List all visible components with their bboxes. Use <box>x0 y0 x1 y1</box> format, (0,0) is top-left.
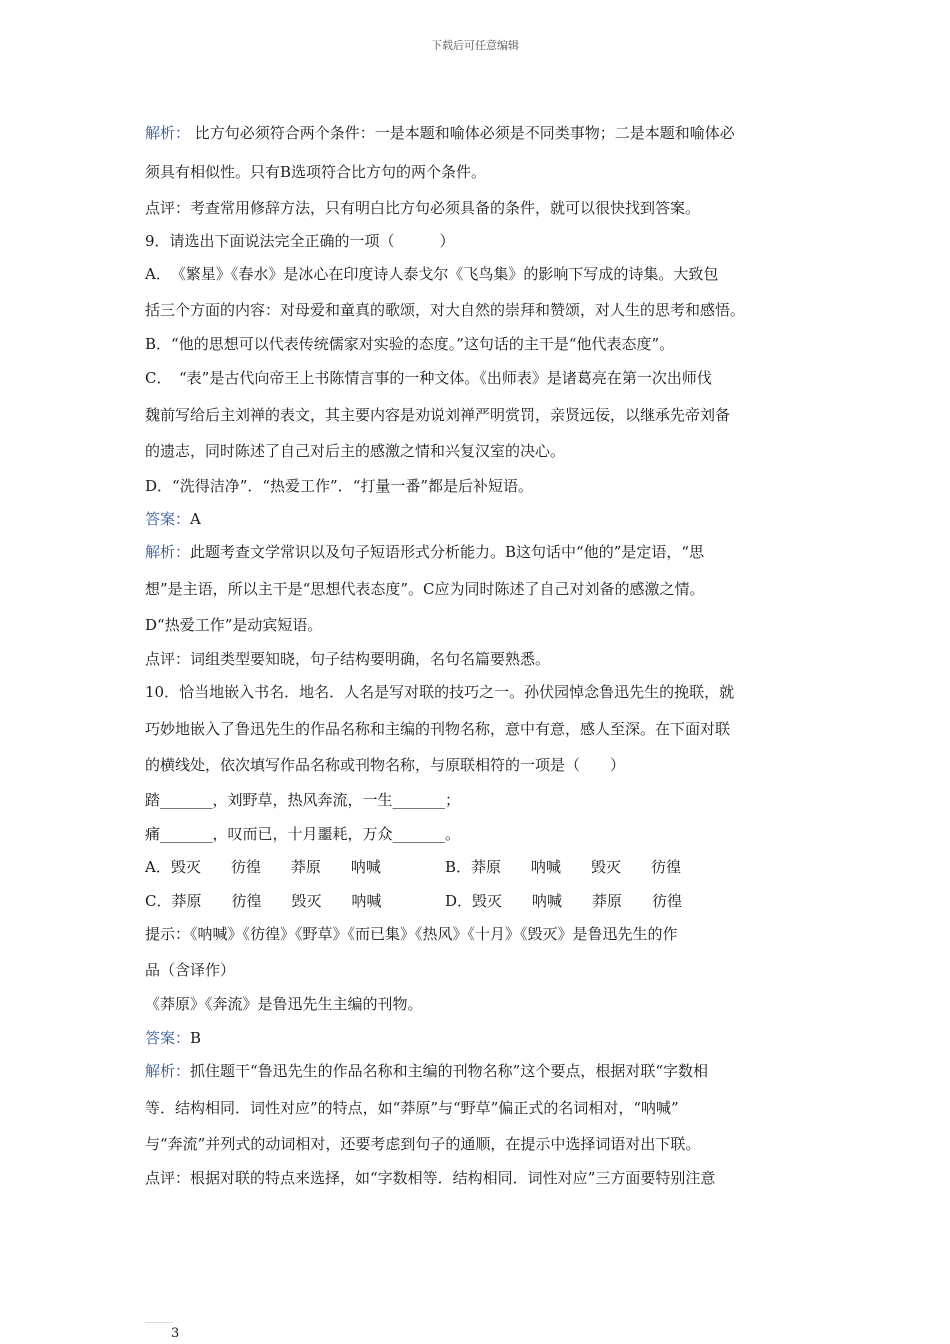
text-line <box>145 1133 700 1155</box>
text-line <box>145 440 565 462</box>
line-text: 提示：《呐喊》《彷徨》《野草》《而已集》《热风》《十月》《毁灭》是鲁迅先生的作 <box>145 925 678 943</box>
text-line <box>145 475 533 497</box>
line-text: 等．结构相同．词性对应”的特点，如“莽原”与“野草”偏正式的名词相对，“呐喊” <box>145 1099 679 1117</box>
text-line <box>145 333 674 355</box>
text-line <box>145 161 486 183</box>
corner-mark <box>145 1322 173 1324</box>
line-text: 点评：词组类型要知晓，句子结构要明确，名句名篇要熟悉。 <box>145 650 551 668</box>
page-number: 3 <box>171 1326 180 1341</box>
page-header: 下载后可任意编辑 <box>431 39 519 52</box>
line-text: 痛_______，叹而已，十月噩耗，万众_______。 <box>145 825 461 843</box>
text-line <box>145 404 730 426</box>
option-item: D．毁灭 呐喊 莽原 彷徨 <box>445 892 683 910</box>
text-line <box>145 648 550 670</box>
line-text: A <box>190 510 201 528</box>
text-line <box>145 1097 679 1119</box>
line-text: B．“他的思想可以代表传统儒家对实验的态度。”这句话的主干是“他代表态度”。 <box>145 335 675 353</box>
line-text: A． 《繁星》《春水》是冰心在印度诗人泰戈尔《飞鸟集》的影响下写成的诗集。大致包 <box>145 265 719 283</box>
text-line <box>145 1167 715 1189</box>
line-text: 点评：考查常用修辞方法，只有明白比方句必须具备的条件，就可以很快找到答案。 <box>145 199 701 217</box>
text-line <box>145 993 423 1015</box>
line-text: 点评：根据对联的特点来选择，如“字数相等．结构相同．词性对应”三方面要特别注意 <box>145 1169 716 1187</box>
text-line <box>145 614 322 636</box>
line-text: 抓住题干“鲁迅先生的作品名称和主编的刊物名称”这个要点，根据对联“字数相 <box>190 1062 709 1080</box>
text-line <box>145 263 718 285</box>
line-text: C． “表”是古代向帝王上书陈情言事的一种文体。《出师表》是诸葛亮在第一次出师伐 <box>145 369 712 387</box>
line-text: 与“奔流”并列式的动词相对，还要考虑到句子的通顺，在提示中选择词语对出下联。 <box>145 1135 701 1153</box>
text-line <box>145 1027 201 1049</box>
text-line <box>145 197 700 219</box>
section-label: 解析： <box>145 1062 191 1080</box>
line-text: D“热爱工作”是动宾短语。 <box>145 616 323 634</box>
option-row <box>145 856 681 878</box>
text-line <box>145 1060 708 1082</box>
text-line <box>145 578 705 600</box>
line-text: 《莽原》《奔流》是鲁迅先生主编的刊物。 <box>145 995 423 1013</box>
line-text: 品（含译作） <box>145 961 236 979</box>
line-text: 括三个方面的内容：对母爱和童真的歌颂，对大自然的崇拜和赞颂，对人生的思考和感悟。 <box>145 301 746 319</box>
option-row <box>145 890 682 912</box>
line-text: 此题考查文学常识以及句子短语形式分析能力。B这句话中“他的”是定语，“思 <box>190 543 705 561</box>
line-text: B <box>190 1029 202 1047</box>
text-line <box>145 508 201 530</box>
line-text: 踏_______，刘野草，热风奔流，一生_______； <box>145 791 461 809</box>
section-label: 答案： <box>145 510 191 528</box>
text-line <box>145 299 745 321</box>
text-line <box>145 789 460 811</box>
line-text: 的横线处，依次填写作品名称或刊物名称，与原联相符的一项是（ ） <box>145 756 626 774</box>
line-text: 比方句必须符合两个条件：一是本题和喻体必须是不同类事物；二是本题和喻体必 <box>190 124 735 142</box>
section-label: 解析： <box>145 124 191 142</box>
text-line <box>145 959 235 981</box>
option-item: A．毁灭 彷徨 莽原 呐喊 <box>145 858 381 876</box>
text-line <box>145 230 455 252</box>
line-text: 巧妙地嵌入了鲁迅先生的作品名称和主编的刊物名称，意中有意，感人至深。在下面对联 <box>145 720 731 738</box>
line-text: 的遗志，同时陈述了自己对后主的感激之情和兴复汉室的决心。 <box>145 442 566 460</box>
option-item: C．莽原 彷徨 毁灭 呐喊 <box>145 892 382 910</box>
text-line <box>145 718 730 740</box>
text-line <box>145 823 460 845</box>
line-text: 魏前写给后主刘禅的表文，其主要内容是劝说刘禅严明赏罚，亲贤远佞，以继承先帝刘备 <box>145 406 731 424</box>
text-line <box>145 367 712 389</box>
line-text: 想”是主语，所以主干是“思想代表态度”。C应为同时陈述了自己对刘备的感激之情。 <box>145 580 705 598</box>
section-label: 解析： <box>145 543 191 561</box>
text-line <box>145 754 625 776</box>
line-text: D．“洗得洁净”．“热爱工作”．“打量一番”都是后补短语。 <box>145 477 534 495</box>
text-line <box>145 923 678 945</box>
text-line <box>145 681 734 703</box>
line-text: 10．恰当地嵌入书名．地名．人名是写对联的技巧之一。孙伏园悼念鲁迅先生的挽联，就 <box>145 683 735 701</box>
line-text: 9．请选出下面说法完全正确的一项（ ） <box>145 232 455 250</box>
text-line <box>145 541 704 563</box>
text-line <box>145 122 735 144</box>
line-text: 须具有相似性。只有B选项符合比方句的两个条件。 <box>145 163 487 181</box>
option-item: B．莽原 呐喊 毁灭 彷徨 <box>445 858 682 876</box>
section-label: 答案： <box>145 1029 191 1047</box>
